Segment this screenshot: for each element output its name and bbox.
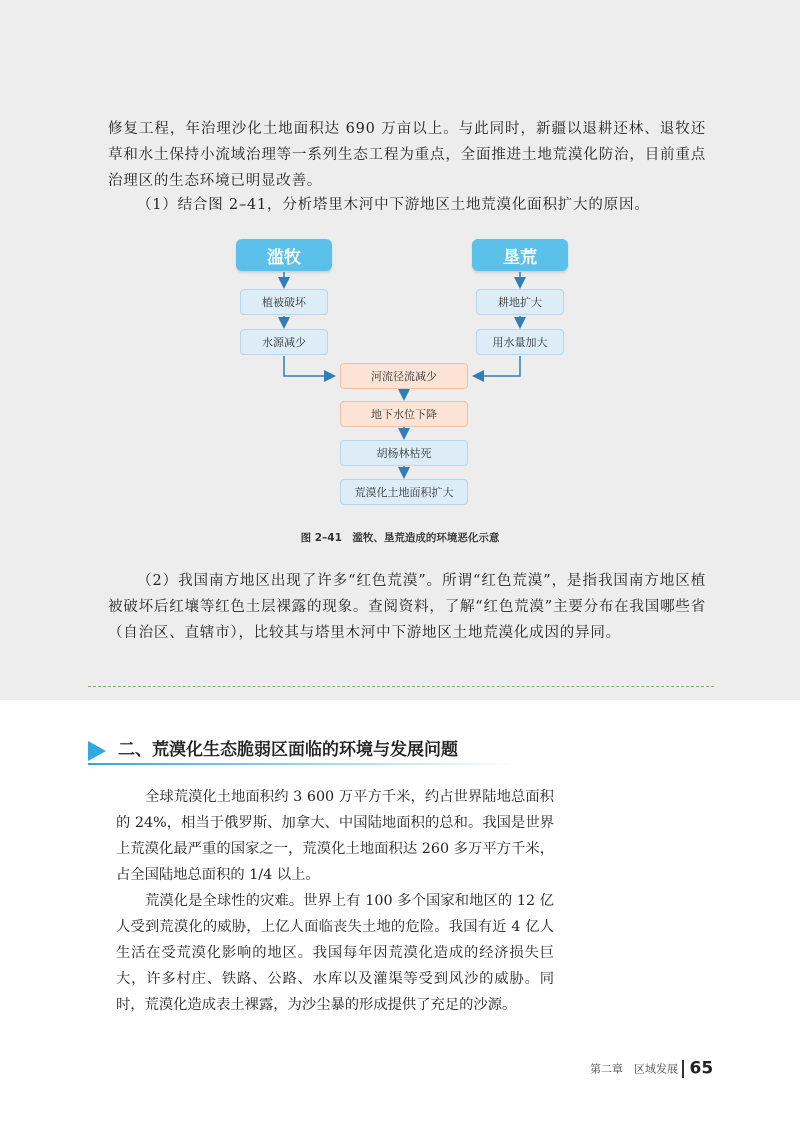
page-number: 65 xyxy=(689,1058,714,1079)
chapter-label: 第二章 区域发展 xyxy=(590,1062,678,1076)
section-heading xyxy=(88,735,538,765)
body-paragraph-1: 全球荒漠化土地面积约 3 600 万平方千米，约占世界陆地总面积的 24%，相当于俄罗斯、加拿大、中国陆地面积的总和。我国是世界上荒漠化最严重的国家之一，荒漠化土地面积达 260 多万平方千米，占全国陆地总面积的 1/4 以上。 xyxy=(116,789,554,883)
overgrazing-box: 滥牧 xyxy=(236,239,332,271)
river-runoff-decrease-box: 河流径流减少 xyxy=(340,363,468,389)
land-reclamation-box: 垦荒 xyxy=(472,239,568,271)
triangle-bullet-icon xyxy=(88,741,106,761)
page-footer xyxy=(590,1058,713,1082)
poplar-death-box: 胡杨林枯死 xyxy=(340,440,468,466)
dashed-divider xyxy=(88,686,714,687)
section-underline xyxy=(88,763,518,765)
water-use-increase-box: 用水量加大 xyxy=(476,329,564,355)
footer-separator xyxy=(682,1060,684,1078)
question-2: （2）我国南方地区出现了许多“红色荒漠”。所谓“红色荒漠”，是指我国南方地区植被破坏后红壤等红色土层裸露的现象。查阅资料，了解“红色荒漠”主要分布在我国哪些省（自治区、直辖市），比较其与塔里木河中下游地区土地荒漠化成因的异同。 xyxy=(108,573,706,641)
groundwater-decline-box: 地下水位下降 xyxy=(340,401,468,427)
water-source-decrease-box: 水源减少 xyxy=(240,329,328,355)
figure-caption: 图 2–41 滥牧、垦荒造成的环境恶化示意 xyxy=(300,532,500,544)
section-title: 二、荒漠化生态脆弱区面临的环境与发展问题 xyxy=(118,740,458,760)
desertification-expansion-box: 荒漠化土地面积扩大 xyxy=(340,479,468,505)
arrow-left-to-center xyxy=(284,356,333,376)
question-1: （1）结合图 2–41，分析塔里木河中下游地区土地荒漠化面积扩大的原因。 xyxy=(137,197,650,213)
vegetation-destruction-box: 植被破坏 xyxy=(240,289,328,315)
arrow-right-to-center xyxy=(475,356,520,376)
activity-paragraph: 修复工程，年治理沙化土地面积达 690 万亩以上。与此同时，新疆以退耕还林、退牧还草和水土保持小流域治理等一系列生态工程为重点，全面推进土地荒漠化防治，目前重点治理区的生态环境已明显改善。 xyxy=(108,121,706,189)
farmland-expansion-box: 耕地扩大 xyxy=(476,289,564,315)
body-paragraph-2: 荒漠化是全球性的灾难。世界上有 100 多个国家和地区的 12 亿人受到荒漠化的威胁，上亿人面临丧失土地的危险。我国有近 4 亿人生活在受荒漠化影响的地区。我国每年因荒漠化造成的经济损失巨大，许多村庄、铁路、公路、水库以及灌渠等受到风沙的威胁。同时，荒漠化造成表土裸露，为沙尘暴的形成提供了充足的沙源。 xyxy=(116,893,554,1013)
